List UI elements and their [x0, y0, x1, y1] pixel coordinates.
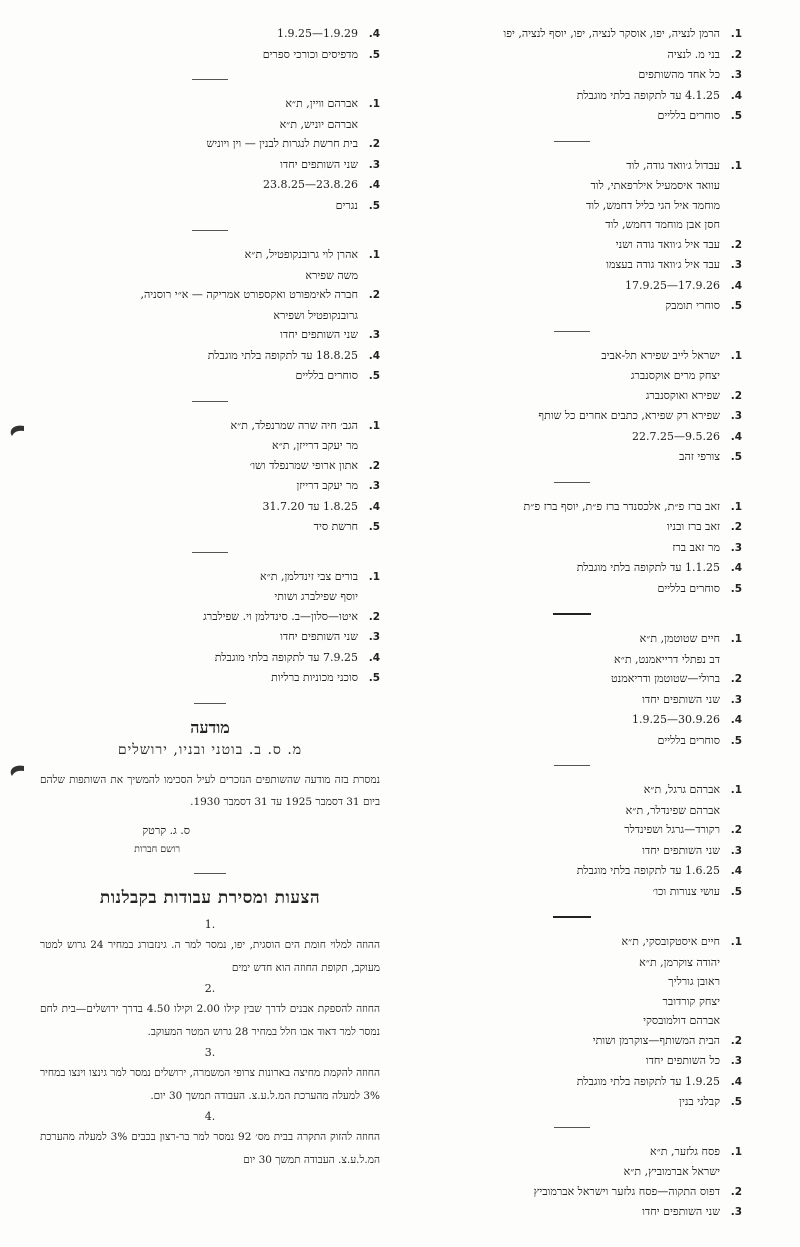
item-number: .4	[368, 651, 380, 664]
entry-item	[402, 558, 742, 579]
entry-item	[40, 94, 380, 115]
item-number: .2	[730, 48, 742, 61]
entry-item	[402, 255, 742, 276]
separator	[554, 1127, 590, 1128]
entry-item	[402, 820, 742, 841]
separator	[192, 401, 228, 402]
item-text: זאב ברז פ״ת, אלכסנדר ברז פ״ת, יוסף ברז פ״ת	[523, 499, 720, 513]
item-number: .3	[730, 259, 742, 271]
entry-item	[40, 155, 380, 176]
entry-item-continuation: ישראל אברמוביץ, ת״א	[623, 1165, 720, 1178]
item-number: .3	[730, 541, 742, 554]
item-text: כל השותפים יחדו	[645, 1054, 720, 1067]
registry-entry	[40, 567, 380, 689]
item-text: 4.1.25 עד לתקופה בלתי מוגבלת	[576, 88, 720, 102]
item-number: .5	[730, 300, 742, 312]
tenders-title: הצעות ומסירת עבודות בקבלנות	[99, 887, 321, 908]
entry-item-continuation: אברהם דולמובסקי	[643, 1014, 720, 1027]
entry-item	[402, 1092, 742, 1113]
item-text: סוחרי תומבק	[665, 299, 720, 312]
entry-item	[402, 710, 742, 731]
item-text: מדפיסים וכורכי ספרים	[262, 47, 358, 61]
item-number: .2	[730, 521, 742, 533]
entry-item	[402, 1202, 742, 1223]
entry-item	[402, 780, 742, 801]
item-text: 1.9.25 עד לתקופה בלתי מוגבלת	[576, 1074, 720, 1088]
item-text: 23.8.26—23.8.25	[263, 178, 358, 191]
item-text: מר זאב ברז	[672, 540, 720, 554]
item-text: 30.9.26—1.9.25	[632, 713, 720, 726]
entry-item-continuation: ראובן גורליך	[668, 975, 720, 988]
item-number: .3	[368, 631, 380, 643]
entry-item-continuation: יצחק מרים אוקסנברג	[630, 369, 720, 382]
tender-number: .3	[204, 1045, 216, 1059]
item-number: .2	[368, 138, 380, 150]
item-number: .3	[730, 410, 742, 422]
item-number: .2	[368, 610, 380, 623]
entry-item	[402, 45, 742, 66]
entry-item	[402, 669, 742, 690]
notice-title: מודעה	[190, 717, 230, 737]
item-text: שני השותפים יחדו	[642, 692, 720, 706]
item-text: הגב׳ חיה שרה שמרנפלד, ת״א	[230, 418, 358, 432]
separator	[553, 613, 591, 615]
item-text: עבדול ג׳וואד גודה, לוד	[626, 158, 720, 172]
item-text: 7.9.25 עד לתקופה בלתי מוגבלת	[214, 650, 358, 664]
item-text: פסח גלזער, ת״א	[650, 1144, 720, 1158]
notice-text: נמסרת בזה מודעה שהשותפים הנזכרים לעיל הסכימו להמשיך את השותפות שלהם ביום 31 דסמבר 1925 עד 31 דסמבר 1930.	[40, 773, 380, 808]
item-number: .2	[730, 389, 742, 402]
entry-item-continuation: אברהם שפינדלר, ת״א	[625, 803, 720, 817]
entry-item	[402, 1031, 742, 1052]
tender-text: ההוזה למלוי חומת הים הוסגית, יפו, נמסר למר ה. גינזבורג במחיר 24 גרוש למטר מעוקב, תקופת החוזה הוא חדש ימים	[40, 938, 380, 974]
item-number: .1	[368, 98, 380, 110]
separator	[554, 482, 590, 483]
item-number: .4	[730, 1075, 742, 1088]
entry-item	[402, 841, 742, 862]
right-column	[402, 24, 742, 1223]
entry-item	[402, 106, 742, 127]
item-number: .4	[368, 28, 380, 40]
item-number: .4	[730, 865, 742, 877]
item-number: .5	[368, 370, 380, 382]
item-text: חרשת סיד	[313, 520, 358, 533]
registry-entry	[40, 24, 380, 65]
registry-entry	[402, 932, 742, 1113]
item-number: .5	[730, 1096, 742, 1108]
item-number: .5	[730, 734, 742, 747]
item-number: .2	[368, 289, 380, 301]
item-number: .2	[730, 824, 742, 836]
item-number: .4	[730, 562, 742, 574]
tender-text: החוזה להזוק התקרה בבית מס׳ 92 נמסר למר בר-רצון בכבים 3% למעלה מהערכת המ.ל.ע.צ. העבודה תמשך 30 יום	[40, 1130, 380, 1166]
item-text: מר יעקב דרייזן	[296, 479, 358, 492]
item-text: חיים איסטקובסקי, ת״א	[621, 935, 720, 948]
signature	[40, 821, 380, 859]
item-number: .1	[368, 249, 380, 261]
entry-item	[40, 24, 380, 45]
notice	[40, 718, 380, 859]
item-number: .3	[730, 1055, 742, 1067]
entry-item-continuation: אברהם יוניש, ת״א	[279, 117, 358, 131]
signer-role: רושם חברות	[134, 843, 180, 855]
item-text: עבד איל ג׳וואד גודה ושני	[615, 237, 720, 251]
item-text: עבד איל ג׳וואד גודה בעצמו	[606, 258, 720, 271]
entry-item	[402, 447, 742, 468]
item-number: .3	[368, 480, 380, 492]
tender-list	[40, 916, 380, 1172]
entry-item-continuation: יוסף שפילברג ושותי	[274, 590, 358, 603]
entry-item	[40, 497, 380, 518]
entry-item	[402, 538, 742, 559]
item-text: דפוס התקוה—פסח גלזער וישראל אברמוביץ	[533, 1184, 720, 1198]
separator	[192, 230, 228, 231]
entry-item	[40, 325, 380, 346]
item-number: .3	[368, 158, 380, 171]
item-text: הרמן לנציה, יפו, אוסקר לנציה, יפו, יוסף לנציה, יפו	[503, 27, 720, 40]
item-number: .1	[730, 1145, 742, 1158]
item-number: .2	[368, 459, 380, 472]
entry-item	[40, 285, 380, 306]
item-number: .2	[730, 238, 742, 251]
entry-item	[402, 276, 742, 297]
entry-item	[402, 882, 742, 903]
separator	[554, 141, 590, 142]
separator	[554, 331, 590, 332]
item-text: סוחרים בלליים	[657, 733, 720, 747]
item-text: סוכני מכוניות ברליות	[271, 671, 358, 684]
item-number: .5	[368, 521, 380, 533]
tender-number: .2	[204, 981, 216, 995]
item-number: .1	[730, 28, 742, 40]
entry-item	[40, 517, 380, 538]
item-number: .5	[730, 582, 742, 595]
item-text: 9.5.26—22.7.25	[632, 429, 720, 443]
entry-item	[402, 65, 742, 86]
item-text: רקורד—גרגל ושפינדלר	[624, 823, 720, 836]
registry-entry	[402, 24, 742, 127]
item-text: שני השותפים יחדו	[280, 157, 358, 171]
entry-item	[40, 245, 380, 266]
item-number: .5	[730, 110, 742, 122]
item-number: .1	[730, 633, 742, 645]
separator	[194, 873, 226, 874]
item-text: איטו—סלון—ב. סינדלמן וי. שפילברג	[203, 609, 358, 623]
item-number: .2	[730, 1034, 742, 1047]
entry-item	[40, 668, 380, 689]
item-number: .1	[730, 159, 742, 172]
item-number: .4	[730, 714, 742, 726]
item-number: .4	[368, 349, 380, 362]
item-text: שפירא רק שפירא, כתבים אחרים כל שותף	[538, 409, 720, 422]
notice-company: מ. ס. ב. בוטני ובניו, ירושלים	[117, 741, 303, 758]
item-number: .5	[368, 672, 380, 684]
tender-text: החוזה להקמת מחיצה בארונות צרופי המשמרה, ירושלים נמסר למר גינצו וינצו במחיר 3% למעלה מהערכת המ.ל.ע.צ. העבודה תמשך 30 יום.	[40, 1066, 380, 1102]
entry-item	[40, 627, 380, 648]
entry-item-continuation: דב נפתלי דרייאמנט, ת״א	[614, 652, 720, 666]
item-number: .4	[368, 500, 380, 513]
entry-item	[402, 629, 742, 650]
item-text: ברולי—שטוטמן ודריאמנט	[611, 672, 720, 685]
entry-item-continuation: מר יעקב דרייזן, ת״א	[271, 439, 358, 452]
item-text: כל אחד מהשותפים	[638, 68, 720, 81]
item-number: .4	[730, 279, 742, 292]
entry-item	[402, 861, 742, 882]
entry-item-continuation: יצחק קורדובר	[662, 994, 720, 1008]
item-number: .1	[730, 349, 742, 362]
entry-item	[40, 346, 380, 367]
item-text: 1.9.29—1.9.25	[277, 27, 358, 40]
signer-name: ס. ג. קרטק	[142, 823, 190, 837]
item-text: צורפי זהב	[679, 450, 720, 463]
item-text: שני השותפים יחדו	[642, 843, 720, 857]
separator	[554, 765, 590, 766]
separator	[194, 703, 226, 704]
entry-item	[40, 196, 380, 217]
item-number: .4	[368, 179, 380, 191]
item-number: .5	[368, 199, 380, 212]
item-text: סוחרים בלליים	[295, 369, 358, 382]
entry-item	[402, 346, 742, 367]
item-number: .5	[730, 885, 742, 898]
registry-entry	[40, 245, 380, 387]
item-text: בני מ. לנציה	[667, 47, 720, 61]
item-number: .2	[730, 1185, 742, 1198]
item-text: חיים שטוטמן, ת״א	[639, 632, 720, 645]
entry-item-continuation: עוואד איסמעיל אילרפאתי, לוד	[590, 179, 720, 192]
item-text: 18.8.25 עד לתקופה בלתי מוגבלת	[207, 348, 358, 362]
entry-item	[402, 1051, 742, 1072]
separator	[192, 79, 228, 80]
item-text: בית חרשת לנגרות לבנין — וין ויוניש	[206, 137, 358, 150]
separator	[553, 916, 591, 918]
entry-item	[40, 45, 380, 66]
punch-hole-mark	[8, 424, 26, 438]
item-number: .1	[368, 570, 380, 583]
entry-item	[40, 607, 380, 628]
entry-item	[402, 932, 742, 953]
entry-item	[402, 235, 742, 256]
item-text: שפירא ואוקסנברג	[645, 388, 720, 402]
entry-item-continuation: משה שפירא	[305, 268, 358, 282]
item-text: חברה לאימפורט ואקספורט אמריקה — א״י רוסניה,	[140, 288, 358, 301]
registry-entry	[40, 94, 380, 216]
entry-item	[402, 386, 742, 407]
item-text: קבלני בנין	[679, 1095, 720, 1108]
item-number: .5	[368, 48, 380, 61]
tender-number: .1	[204, 917, 216, 931]
entry-item	[402, 690, 742, 711]
entry-item	[402, 427, 742, 448]
item-number: .3	[730, 69, 742, 81]
item-number: .4	[730, 430, 742, 443]
item-text: אברהם וויין, ת״א	[285, 97, 358, 110]
entry-item	[402, 86, 742, 107]
entry-item	[402, 497, 742, 518]
registry-entry	[402, 1142, 742, 1223]
item-text: סוחרים בלליים	[657, 109, 720, 122]
item-text: עושי צנורות וכו׳	[652, 884, 720, 898]
item-text: אברהם גרגל, ת״א	[643, 783, 720, 796]
item-text: 17.9.26—17.9.25	[625, 278, 720, 292]
entry-item	[40, 175, 380, 196]
item-text: 1.6.25 עד לתקופה בלתי מוגבלת	[576, 864, 720, 877]
entry-item	[40, 416, 380, 437]
item-text: שני השותפים יחדו	[280, 328, 358, 341]
entry-item	[40, 366, 380, 387]
entry-item	[40, 648, 380, 669]
item-number: .1	[730, 500, 742, 513]
entry-item-continuation: מוחמד איל הגי כליל דחמש, לוד	[585, 198, 720, 212]
item-text: סוחרים בלליים	[657, 581, 720, 595]
entry-item	[402, 579, 742, 600]
entry-item	[402, 156, 742, 177]
item-number: .3	[730, 844, 742, 857]
registry-entry	[402, 497, 742, 600]
entry-item	[402, 406, 742, 427]
registry-entry	[402, 780, 742, 902]
entry-item	[402, 1072, 742, 1093]
item-number: .3	[368, 329, 380, 341]
tender-text: החוזה להספקת אבנים לדרך שבין קילו 2.00 וקילו 4.50 בדרך ירושלים—בית לחם נמסר למר דאוד אבו חלל במחיר 28 גרוש המטר המעוקב.	[40, 1002, 380, 1038]
registry-entry	[402, 156, 742, 317]
entry-item-continuation: יהודה צוקרמן, ת״א	[639, 955, 720, 969]
registry-entry	[402, 629, 742, 751]
tenders-section	[40, 888, 380, 1172]
item-text: אתון ארופי שמרנפלד ושו׳	[249, 458, 358, 472]
item-number: .2	[730, 673, 742, 685]
separator	[192, 552, 228, 553]
item-text: אהרן לוי גרובנקופטיל, ת״א	[244, 248, 358, 261]
item-text: 1.8.25 עד 31.7.20	[262, 499, 358, 513]
entry-item	[402, 24, 742, 45]
registry-entry	[40, 416, 380, 538]
tender-number: .4	[204, 1109, 216, 1123]
item-text: בורים צבי זינדלמן, ת״א	[260, 569, 358, 583]
item-text: שני השותפים יחדו	[280, 630, 358, 643]
item-number: .3	[730, 693, 742, 706]
item-text: 1.1.25 עד לתקופה בלתי מוגבלת	[576, 561, 720, 574]
entry-item	[402, 1182, 742, 1203]
entry-item	[40, 476, 380, 497]
entry-item	[40, 567, 380, 588]
left-column	[40, 24, 380, 1172]
item-text: ישראל לייב שפירא תל-אביב	[601, 348, 720, 362]
item-number: .3	[730, 1206, 742, 1218]
item-number: .1	[730, 936, 742, 948]
entry-item	[402, 731, 742, 752]
entry-item-continuation: גרובנקופטיל ושפירא	[273, 308, 358, 322]
entry-item	[402, 517, 742, 538]
entry-item	[402, 296, 742, 317]
item-text: שני השותפים יחדו	[642, 1205, 720, 1218]
item-number: .4	[730, 89, 742, 102]
entry-item	[40, 134, 380, 155]
item-number: .5	[730, 451, 742, 463]
item-text: נגרים	[335, 198, 358, 212]
item-number: .1	[730, 784, 742, 796]
item-number: .1	[368, 419, 380, 432]
left-entries	[40, 24, 380, 689]
registry-entry	[402, 346, 742, 468]
item-text: הבית המשותף—צוקרמן ושותי	[592, 1033, 720, 1047]
entry-item	[40, 456, 380, 477]
entry-item-continuation: חסן אבן מוחמד דחמש, לוד	[605, 218, 720, 231]
item-text: זאב ברז ובניו	[666, 520, 720, 533]
punch-hole-mark	[8, 764, 26, 778]
entry-item	[402, 1142, 742, 1163]
